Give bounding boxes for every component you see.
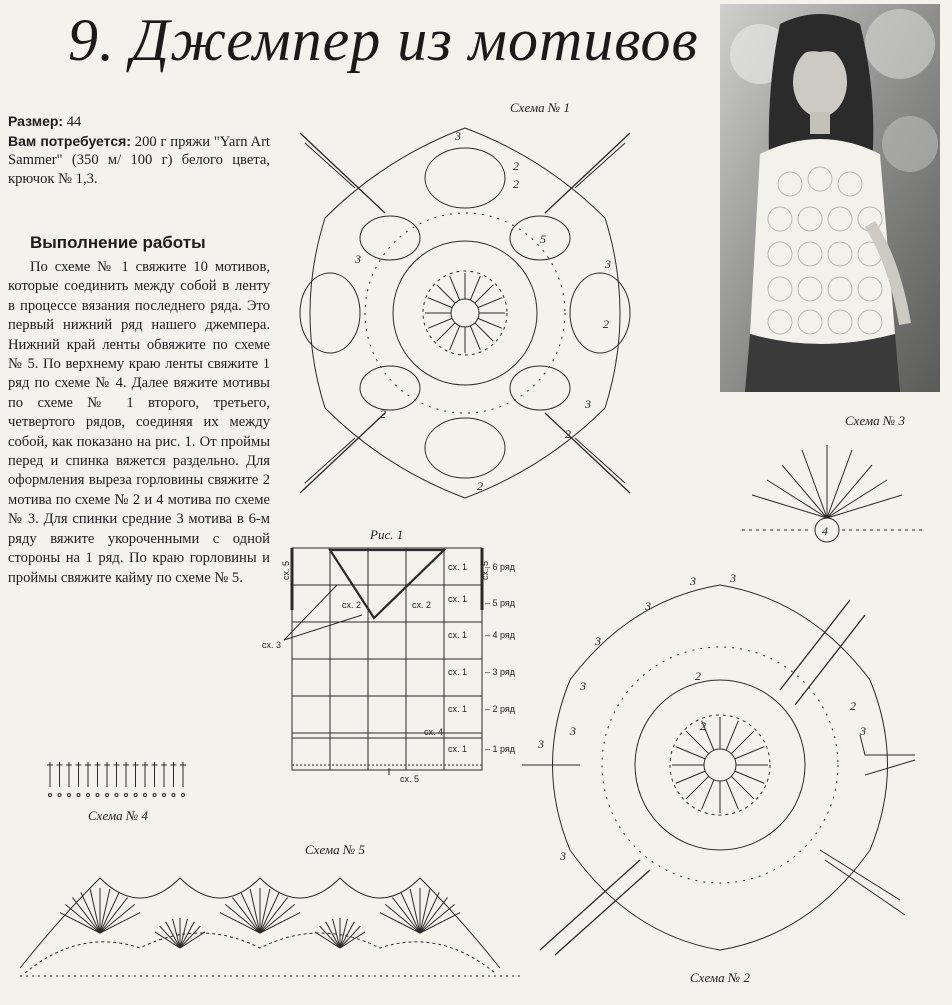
size-value: 44 xyxy=(66,114,82,130)
scheme1-number: 5 xyxy=(540,232,546,246)
scheme3-center-number: 4 xyxy=(822,524,828,538)
stitch-spoke xyxy=(478,318,502,328)
scheme1-number: 2 xyxy=(603,317,609,331)
scheme2-number: 3 xyxy=(538,737,544,751)
work-text: По схеме № 1 свяжите 10 мотивов, которые соединить между собой в ленту в процессе вязания последнего ряда. Это первый нижний ряд нашего джемпера. Нижний край ленты обвяжите по схеме № 5. По верхнему краю ленты свяжите 1 ряд по схеме № 4. Далее вяжите мотивы по схеме № 1 второго, третьего, четвертого рядов, соединяя их между собой, как показано на рис. 1. От проймы перед и спинка вяжется раздельно. Для оформления выреза горловины свяжите 2 мотива по схеме № 2 и 4 мотива по схеме № 3. Для спинки средние 3 мотива в 6-м ряду вяжите укороченными с одной стороны на 1 ряд. По краю горловины и проймы свяжите кайму по схеме № 5. xyxy=(8,259,270,586)
fig1-row-label: – 4 ряд xyxy=(485,630,516,640)
scheme5-diagram xyxy=(20,858,520,988)
stitch-mark xyxy=(134,794,137,797)
stitch-spoke xyxy=(702,780,714,810)
stitch-mark xyxy=(420,913,460,933)
fig1-caption: Рис. 1 xyxy=(370,527,404,542)
stitch-spoke xyxy=(478,298,502,308)
fig1-sx5-right: сх. 5 xyxy=(480,560,490,580)
stitch-spoke xyxy=(450,276,460,300)
stitch-mark xyxy=(106,794,109,797)
scheme1-number: 3 xyxy=(585,397,591,411)
scheme2-number: 2 xyxy=(850,699,856,713)
scheme2-number: 3 xyxy=(645,599,651,613)
size-label: Размер: xyxy=(8,113,64,129)
fig1-cell-label: сх. 1 xyxy=(448,630,468,640)
model-photo xyxy=(720,4,940,392)
fig1-sx3: сх. 3 xyxy=(262,640,282,650)
stitch-mark xyxy=(172,794,175,797)
scheme2-number: 2 xyxy=(695,669,701,683)
stitch-spoke xyxy=(686,731,709,754)
stitch-spoke xyxy=(475,285,493,303)
fig1-cell-label: сх. 1 xyxy=(448,562,468,572)
scheme1-number: 3 xyxy=(455,129,461,143)
materials-label: Вам потребуется: xyxy=(8,132,131,149)
scheme1-diagram xyxy=(285,118,645,508)
fig1-sx5-left: сх. 5 xyxy=(281,560,291,580)
scheme3-caption: Схема № 3 xyxy=(845,413,905,428)
stitch-mark xyxy=(144,794,147,797)
stitch-mark xyxy=(153,794,156,797)
stitch-spoke xyxy=(686,776,709,799)
scheme2-number: 3 xyxy=(860,724,866,738)
fig1-cell-label: сх. 1 xyxy=(448,704,468,714)
stitch-spoke xyxy=(731,776,754,799)
scheme4-caption: Схема № 4 xyxy=(88,808,148,823)
photo-illustration xyxy=(720,4,940,392)
stitch-mark xyxy=(260,913,300,933)
scheme1-number: 2 xyxy=(513,159,519,173)
scheme1-number: 2 xyxy=(565,427,571,441)
fig1-cell-label: сх. 1 xyxy=(448,667,468,677)
scheme2-number: 3 xyxy=(560,849,566,863)
scheme2-diagram xyxy=(520,560,920,960)
stitch-spoke xyxy=(676,747,706,759)
scheme2-number: 3 xyxy=(690,574,696,588)
fig1-cell-label: сх. 1 xyxy=(448,594,468,604)
work-heading: Выполнение работы xyxy=(30,233,206,252)
stitch-spoke xyxy=(676,771,706,783)
stitch-spoke xyxy=(428,298,452,308)
stitch-mark xyxy=(100,913,140,933)
scheme3-diagram xyxy=(732,425,932,545)
fig1-row-label: – 1 ряд xyxy=(485,744,516,754)
stitch-spoke xyxy=(428,318,452,328)
scheme5-caption: Схема № 5 xyxy=(305,842,365,857)
fig1-row-label: – 6 ряд xyxy=(485,562,516,572)
fig1-cell-label: сх. 1 xyxy=(448,744,468,754)
fig1-row-label: – 5 ряд xyxy=(485,598,516,608)
scheme4-diagram xyxy=(45,757,195,802)
fig1-sx4: сх. 4 xyxy=(424,727,444,737)
scheme2-caption: Схема № 2 xyxy=(690,970,750,985)
materials-line xyxy=(8,132,270,189)
scheme2-number: 3 xyxy=(730,571,736,585)
stitch-mark xyxy=(68,794,71,797)
scheme2-number: 2 xyxy=(700,719,706,733)
stitch-spoke xyxy=(470,326,480,350)
fig1-row-label: – 2 ряд xyxy=(485,704,516,714)
stitch-spoke xyxy=(450,326,460,350)
stitch-spoke xyxy=(735,771,765,783)
scheme2-number: 3 xyxy=(570,724,576,738)
stitch-mark xyxy=(380,913,420,933)
fig1-sx2-left: сх. 2 xyxy=(342,600,362,610)
stitch-mark xyxy=(58,794,61,797)
stitch-spoke xyxy=(470,276,480,300)
stitch-mark xyxy=(163,794,166,797)
scheme1-number: 2 xyxy=(513,177,519,191)
stitch-spoke xyxy=(437,285,455,303)
scheme1-number: 2 xyxy=(477,479,483,493)
scheme1-caption: Схема № 1 xyxy=(510,100,570,115)
stitch-mark xyxy=(87,794,90,797)
page-title: 9. Джемпер из мотивов xyxy=(68,7,699,73)
intro-block xyxy=(8,112,270,188)
stitch-mark xyxy=(115,794,118,797)
scheme1-number: 3 xyxy=(605,257,611,271)
fig1-row-label: – 3 ряд xyxy=(485,667,516,677)
fig1-sx2-right: сх. 2 xyxy=(412,600,432,610)
scheme2-number: 3 xyxy=(595,634,601,648)
stitch-spoke xyxy=(726,721,738,751)
stitch-mark xyxy=(125,794,128,797)
stitch-mark xyxy=(60,913,100,933)
stitch-spoke xyxy=(437,323,455,341)
fig1-diagram xyxy=(262,540,522,790)
scheme1-number: 3 xyxy=(355,252,361,266)
stitch-mark xyxy=(49,794,52,797)
stitch-mark xyxy=(77,794,80,797)
fig1-sx5: сх. 5 xyxy=(400,774,420,784)
stitch-spoke xyxy=(726,780,738,810)
stitch-mark xyxy=(96,794,99,797)
stitch-mark xyxy=(220,913,260,933)
stitch-spoke xyxy=(731,731,754,754)
scheme1-number: 2 xyxy=(380,407,386,421)
size-line xyxy=(8,112,270,132)
scheme2-number: 3 xyxy=(580,679,586,693)
stitch-spoke xyxy=(735,747,765,759)
stitch-spoke xyxy=(475,323,493,341)
materials-value: 200 г пряжи "Yarn Art Sammer" (350 м/ 100 г) белого цвета, крючок № 1,3. xyxy=(8,133,270,187)
stitch-mark xyxy=(182,794,185,797)
